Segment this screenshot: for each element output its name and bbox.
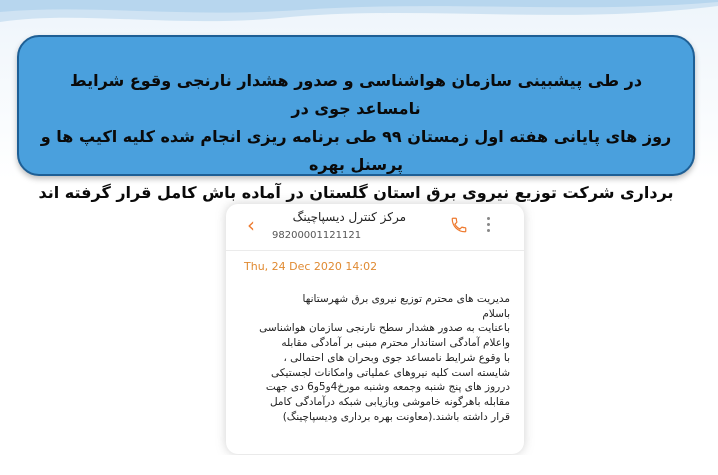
message-line: شایسته است کلیه نیروهای عملیاتی وامکانات لجستیکی	[270, 366, 510, 379]
message-body	[240, 292, 510, 424]
message-line: با وقوع شرایط نامساعد جوی وبحران های احتمالی ،	[283, 351, 510, 364]
sms-message-card	[226, 204, 524, 454]
message-line: درروز های پنج شنبه وجمعه وشنبه مورخ4و5و6 دی جهت	[265, 381, 510, 394]
chevron-left-icon[interactable]: ‹	[247, 213, 255, 237]
message-line: مدیریت های محترم توزیع نیروی برق شهرستانها	[302, 293, 510, 305]
banner-line: در طی پیشبینی سازمان هواشناسی و صدور هشدار نارنجی وقوع شرایط نامساعد جوی در	[69, 71, 643, 118]
message-line: قرار داشته باشند.(معاونت بهره برداری ودیسپاچینگ)	[282, 410, 510, 423]
announcement-banner	[17, 35, 695, 202]
page-bottom	[0, 455, 718, 475]
message-date: Thu, 24 Dec 2020 14:02	[244, 260, 378, 273]
message-line: باسلام	[482, 307, 510, 320]
message-line: باعنایت به صدور هشدار سطح نارنجی سازمان هواشناسی	[259, 322, 510, 335]
more-vertical-icon[interactable]	[484, 215, 492, 235]
banner-line: روز های پایانی هفته اول زمستان ۹۹ طی برنامه ریزی انجام شده کلیه اکیپ ها و پرسنل بهره	[40, 127, 672, 174]
sender-name: مرکز کنترل دیسپاچینگ	[292, 210, 406, 224]
message-line: واعلام آمادگی استاندار محترم مبنی بر آمادگی مقابله	[281, 337, 510, 350]
message-line: مقابله باهرگونه خاموشی وبازیابی شبکه درآمادگی کامل	[269, 395, 510, 408]
sms-header	[226, 204, 524, 251]
phone-icon[interactable]	[450, 216, 468, 234]
sender-number: 98200001121121	[272, 230, 362, 241]
decorative-wave	[0, 0, 718, 40]
banner-line: برداری شرکت توزیع نیروی برق استان گلستان در آماده باش کامل قرار گرفته اند	[38, 183, 674, 202]
